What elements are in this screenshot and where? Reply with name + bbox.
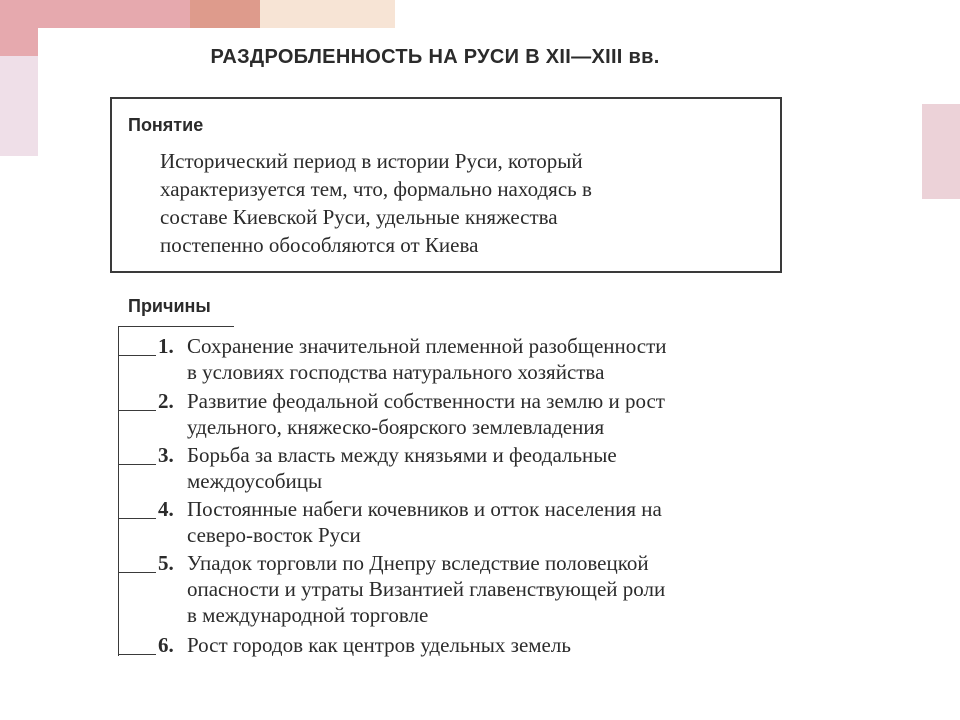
cause-text [187, 333, 807, 385]
cause-line: Рост городов как центров удельных земель [187, 633, 571, 657]
answer-blank [118, 410, 156, 411]
concept-box [110, 97, 782, 273]
cause-line: Постоянные набеги кочевников и отток населения на [187, 497, 662, 521]
cause-text [187, 442, 807, 494]
cause-line: Борьба за власть между князьями и феодальные [187, 443, 617, 467]
concept-line: Исторический период в истории Руси, который [160, 149, 583, 173]
cause-text [187, 550, 807, 628]
cause-line: Развитие феодальной собственности на землю и рост [187, 389, 665, 413]
answer-blank [118, 654, 156, 655]
cause-line: удельного, княжеско-боярского землевладения [187, 415, 605, 439]
answer-blank [118, 518, 156, 519]
cause-line: в международной торговле [187, 603, 429, 627]
cause-number: 6. [158, 633, 174, 657]
cause-number: 4. [158, 497, 174, 521]
cause-line: Сохранение значительной племенной разобщенности [187, 334, 667, 358]
concept-label: Понятие [128, 115, 204, 135]
decor-block [0, 0, 190, 28]
bracket-line [118, 326, 234, 327]
decor-block [0, 56, 38, 156]
cause-line: в условиях господства натурального хозяйства [187, 360, 605, 384]
decor-block [190, 0, 260, 28]
concept-line: постепенно обособляются от Киева [160, 233, 479, 257]
concept-line: характеризуется тем, что, формально находясь в [160, 177, 592, 201]
decor-block [260, 0, 395, 28]
page-title: РАЗДРОБЛЕННОСТЬ НА РУСИ В XII—XIII вв. [210, 46, 660, 68]
cause-line: Упадок торговли по Днепру вследствие половецкой [187, 551, 649, 575]
answer-blank [118, 464, 156, 465]
concept-text [160, 147, 750, 259]
cause-line: опасности и утраты Византией главенствующей роли [187, 577, 666, 601]
cause-line: северо-восток Руси [187, 523, 361, 547]
cause-text [187, 496, 807, 548]
cause-number: 3. [158, 443, 174, 467]
cause-number: 5. [158, 551, 174, 575]
cause-line: междоусобицы [187, 469, 323, 493]
concept-line: составе Киевской Руси, удельные княжества [160, 205, 558, 229]
cause-text [187, 632, 807, 658]
causes-label: Причины [128, 296, 211, 316]
cause-number: 1. [158, 334, 174, 358]
answer-blank [118, 572, 156, 573]
cause-text [187, 388, 807, 440]
bracket-line [118, 326, 119, 656]
decor-block [922, 104, 960, 199]
cause-number: 2. [158, 389, 174, 413]
answer-blank [118, 355, 156, 356]
